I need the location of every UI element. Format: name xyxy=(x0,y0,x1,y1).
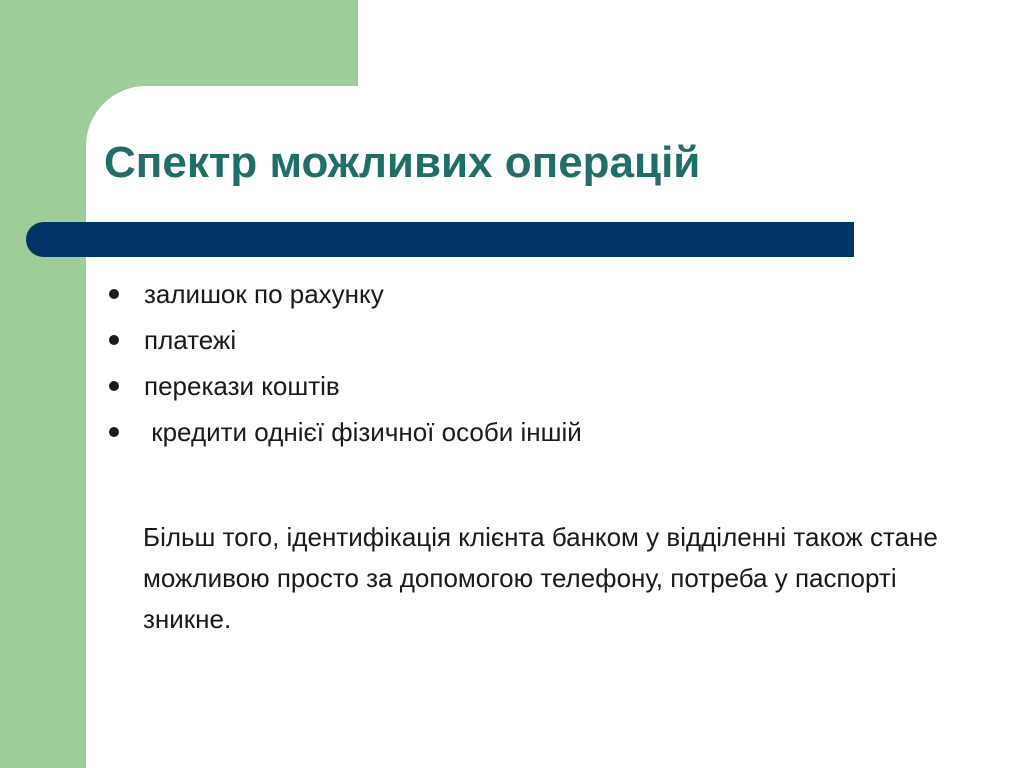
slide-title: Спектр можливих операцій xyxy=(104,138,701,187)
bullet-text: перекази коштів xyxy=(144,371,340,401)
bullet-text: кредити однієї фізичної особи іншій xyxy=(144,417,582,447)
bullet-text: платежі xyxy=(144,325,237,355)
bullet-dot-icon xyxy=(109,427,119,437)
body-paragraph: Більш того, ідентифікація клієнта банком у відділенні також стане можливою просто за допомогою телефону, потреба у паспорті зникне. xyxy=(143,522,938,634)
bullet-text: залишок по рахунку xyxy=(144,279,384,309)
title-underline-bar xyxy=(26,222,854,257)
bullet-dot-icon xyxy=(109,381,119,391)
bullet-dot-icon xyxy=(109,289,119,299)
bullet-dot-icon xyxy=(109,335,119,345)
